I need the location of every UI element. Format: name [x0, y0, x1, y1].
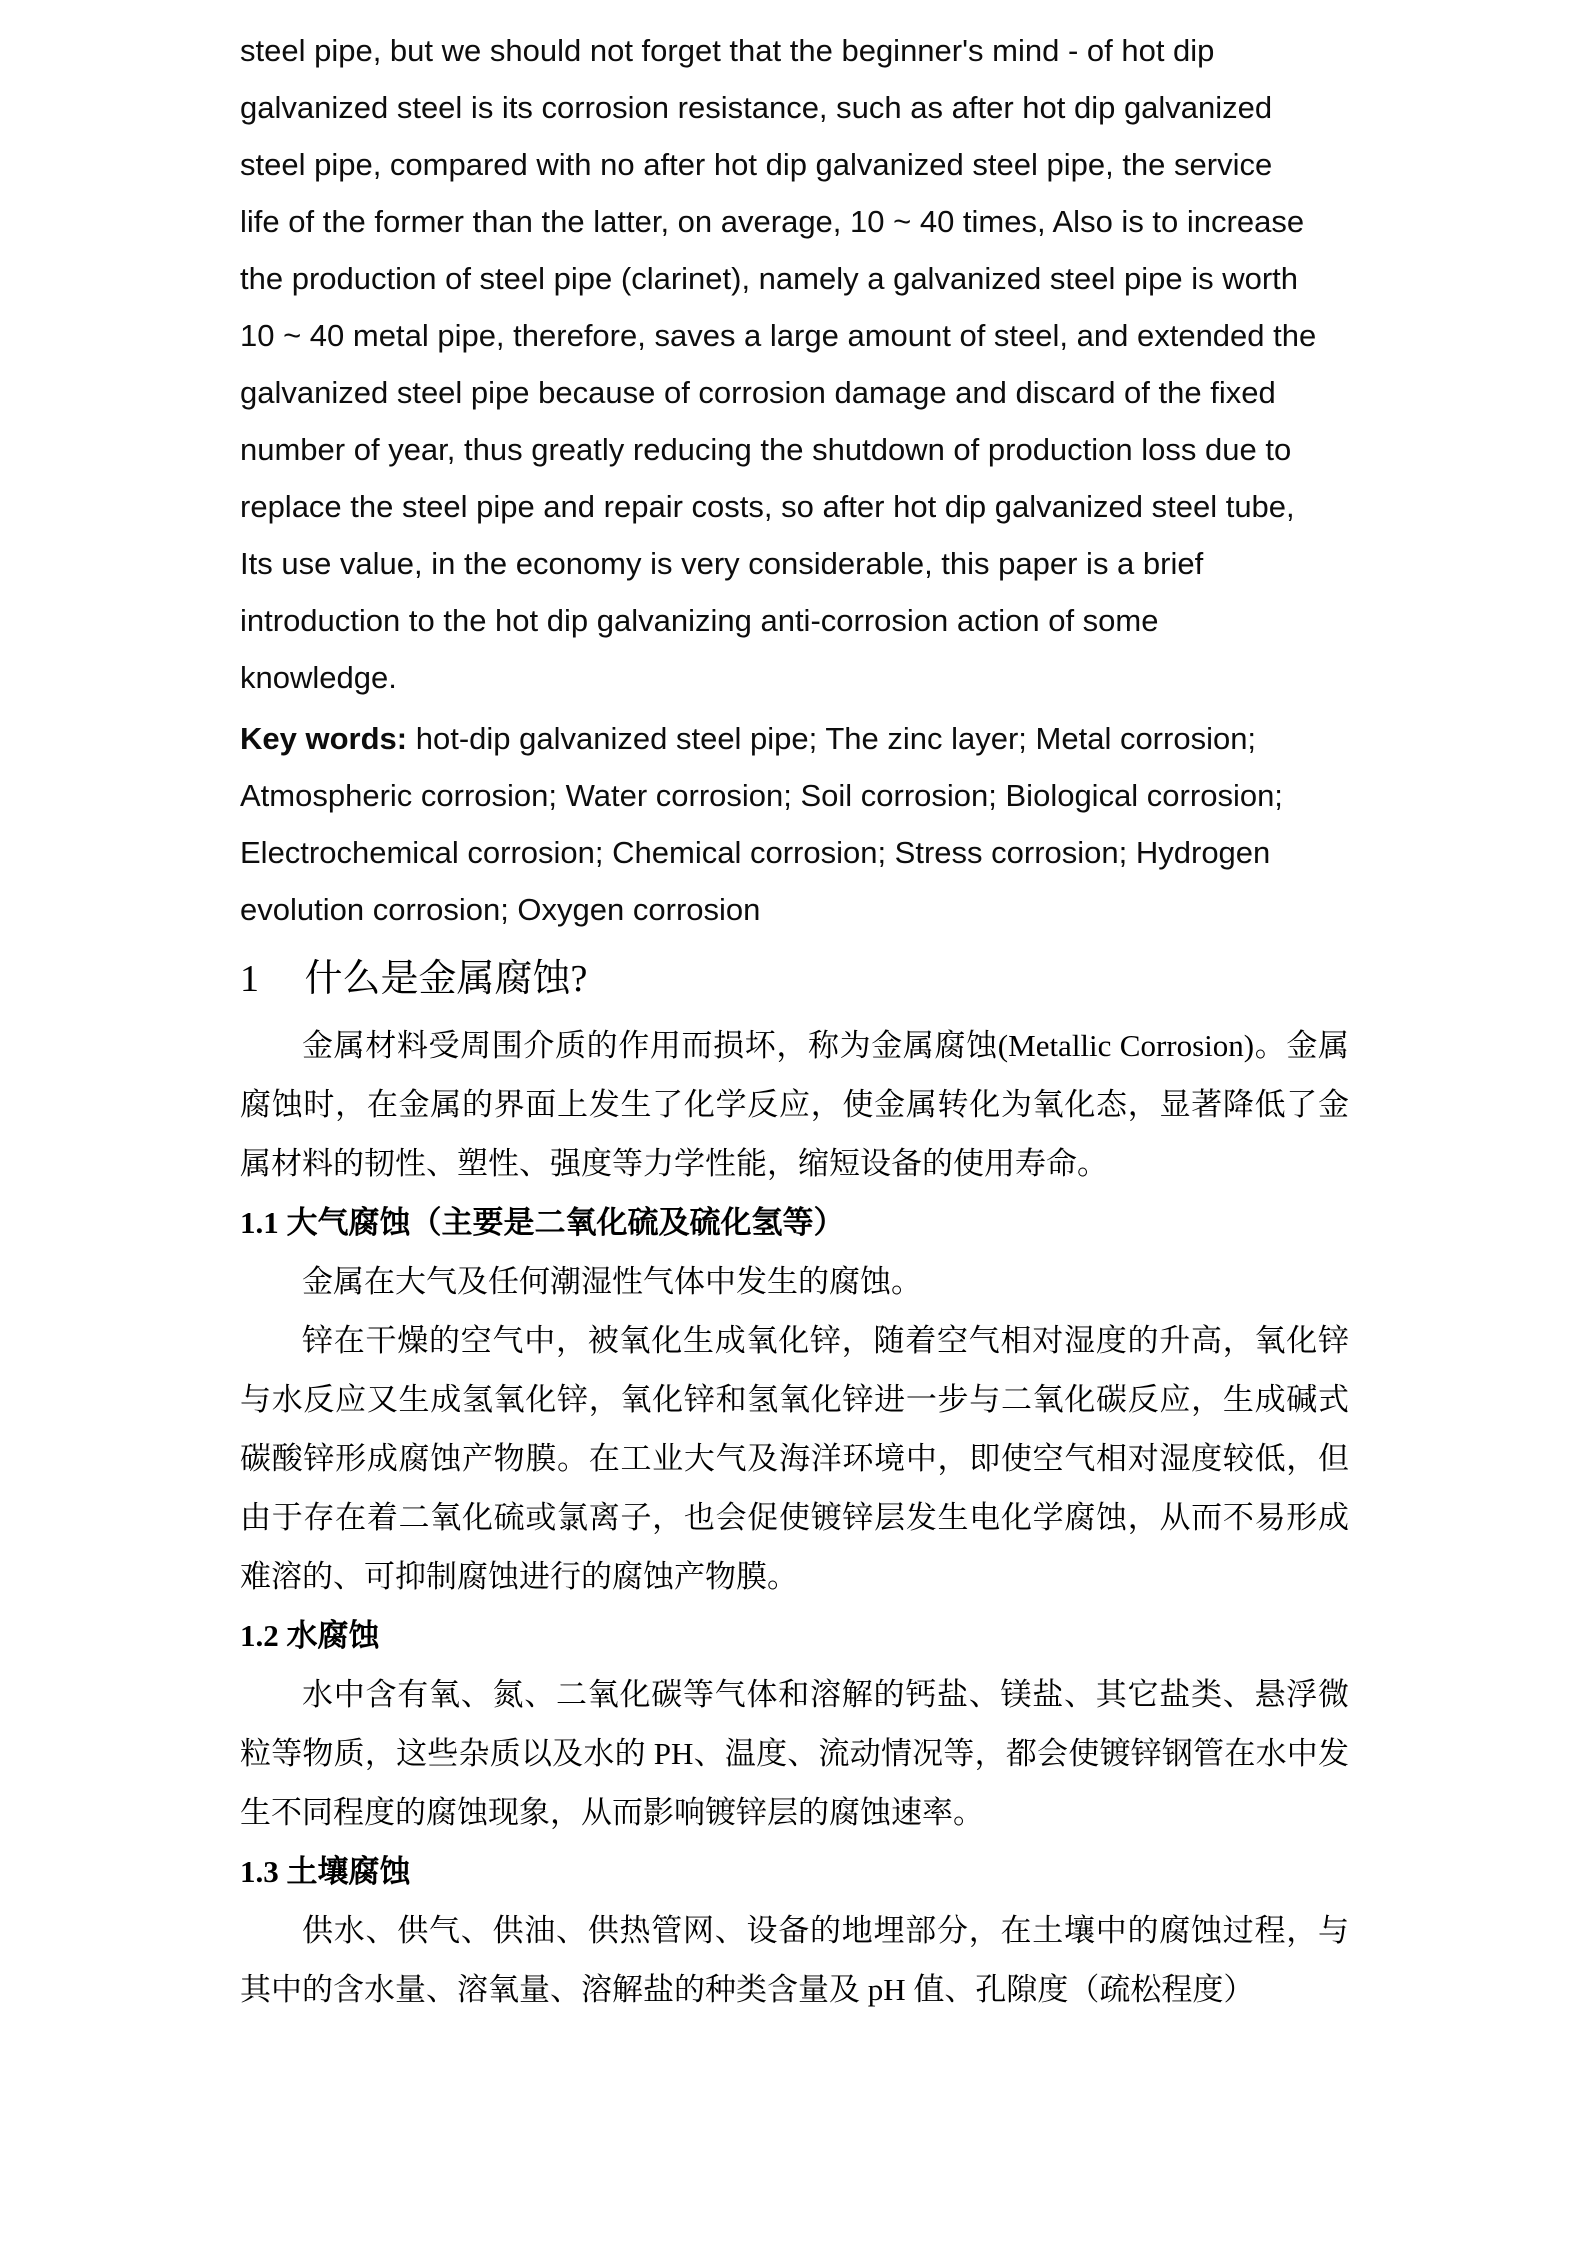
section-1-1-heading: 1.1 大气腐蚀（主要是二氧化硫及硫化氢等）: [240, 1205, 845, 1240]
section-1-1-paragraph-2: 锌在干燥的空气中，被氧化生成氧化锌，随着空气相对湿度的升高，氧化锌与水反应又生成氢氧化锌，氧化锌和氢氧化锌进一步与二氧化碳反应，生成碱式碳酸锌形成腐蚀产物膜。在工业大气及海洋环境中，即使空气相对湿度较低，但由于存在着二氧化硫或氯离子，也会促使镀锌层发生电化学腐蚀，从而不易形成难溶的、可抑制腐蚀进行的腐蚀产物膜。: [240, 1323, 1349, 1594]
section-1-3-paragraph-1: 供水、供气、供油、供热管网、设备的地埋部分，在土壤中的腐蚀过程，与其中的含水量、溶氧量、溶解盐的种类含量及 pH 值、孔隙度（疏松程度）: [240, 1913, 1349, 2007]
keywords-label: Key words:: [240, 721, 408, 756]
keywords-paragraph: [240, 710, 1318, 938]
section-1-intro-paragraph: 金属材料受周围介质的作用而损坏，称为金属腐蚀(Metallic Corrosion)。金属腐蚀时，在金属的界面上发生了化学反应，使金属转化为氧化态，显著降低了金属材料的韧性、塑性、强度等力学性能，缩短设备的使用寿命。: [240, 1028, 1349, 1181]
keywords-text: hot-dip galvanized steel pipe; The zinc layer; Metal corrosion; Atmospheric corrosion; Water corrosion; Soil corrosion; Biological corrosion; Electrochemical corrosion; Chemical corrosion; Stress corrosion; Hydrogen evolution corrosion; Oxygen corrosion: [240, 721, 1283, 927]
section-1-title: 什么是金属腐蚀?: [304, 958, 588, 1000]
section-1-2-paragraph-1: 水中含有氧、氮、二氧化碳等气体和溶解的钙盐、镁盐、其它盐类、悬浮微粒等物质，这些杂质以及水的 PH、温度、流动情况等，都会使镀锌钢管在水中发生不同程度的腐蚀现象，从而影响镀锌层的腐蚀速率。: [240, 1677, 1349, 1830]
section-1-heading: [240, 948, 1349, 1010]
intro-paragraph: steel pipe, but we should not forget that the beginner's mind - of hot dip galvanized steel is its corrosion resistance, such as after hot dip galvanized steel pipe, compared with no after hot dip galvanized steel pipe, the service life of the former than the latter, on average, 10 ~ 40 times, Also is to increase the production of steel pipe (clarinet), namely a galvanized steel pipe is worth 10 ~ 40 metal pipe, therefore, saves a large amount of steel, and extended the galvanized steel pipe because of corrosion damage and discard of the fixed number of year, thus greatly reducing the shutdown of production loss due to replace the steel pipe and repair costs, so after hot dip galvanized steel tube, Its use value, in the economy is very considerable, this paper is a brief introduction to the hot dip galvanizing anti-corrosion action of some knowledge.: [240, 33, 1317, 695]
section-1-2-heading: 1.2 水腐蚀: [240, 1618, 380, 1653]
section-1-3-heading: 1.3 土壤腐蚀: [240, 1854, 411, 1889]
section-1-body: [240, 1016, 1349, 2019]
section-1-1-paragraph-1: 金属在大气及任何潮湿性气体中发生的腐蚀。: [302, 1264, 922, 1299]
section-1-number: 1: [240, 958, 259, 1000]
